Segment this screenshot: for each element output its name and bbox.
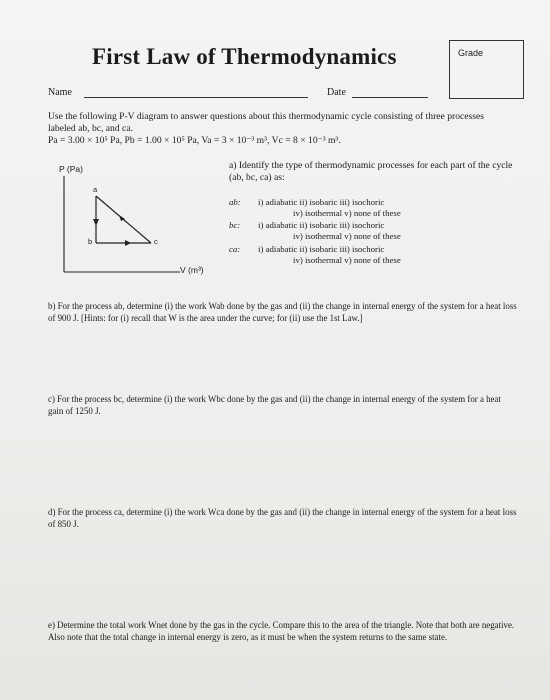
page-title: First Law of Thermodynamics [92, 44, 397, 69]
intro-text: Use the following P-V diagram to answer questions about this thermodynamic cycle consisting of three processes labeled ab, bc, and ca. [48, 111, 484, 134]
question-e-text: e) Determine the total work Wnet done by the gas in the cycle. Compare this to the area of the triangle. Note that both are negative. Also note that the total change in internal energy is zero, as it must be when the system returns to the same state. [48, 620, 515, 642]
point-c-label: c [154, 237, 158, 246]
given-values: Pa = 3.00 × 10⁵ Pa, Pb = 1.00 × 10⁵ Pa, Va = 3 × 10⁻³ m³, Vc = 8 × 10⁻³ m³. [48, 135, 341, 146]
question-d-text: d) For the process ca, determine (i) the work Wca done by the gas and (ii) the change in internal energy of the system for a heat loss of 850 J. [48, 507, 517, 529]
question-b-text: b) For the process ab, determine (i) the work Wab done by the gas and (ii) the change in internal energy of the system for a heat loss of 900 J. [Hints: for (i) recall that W is the area under the curve; for (ii) use the 1st Law.] [48, 301, 517, 323]
point-b-label: b [88, 237, 93, 246]
bc-options-line2: iv) isothermal v) none of these [293, 231, 401, 241]
arrow-bc-icon [125, 240, 131, 246]
ca-options-line1: i) adiabatic ii) isobaric iii) isochoric [258, 244, 385, 254]
ca-label: ca: [229, 244, 241, 254]
p-axis-label: P (Pa) [59, 164, 83, 174]
ab-label: ab: [229, 197, 241, 207]
question-a-prompt: a) Identify the type of thermodynamic processes for each part of the cycle (ab, bc, ca) as: [229, 160, 513, 183]
point-a-label: a [93, 185, 98, 194]
ca-options-line2: iv) isothermal v) none of these [293, 255, 401, 265]
grade-label: Grade [458, 48, 484, 58]
bc-label: bc: [229, 220, 241, 230]
date-label: Date [327, 87, 346, 98]
arrow-ab-icon [93, 219, 99, 226]
ab-options-line2: iv) isothermal v) none of these [293, 208, 401, 218]
ab-options-line1: i) adiabatic ii) isobaric iii) isochoric [258, 197, 385, 207]
v-axis-label: V (m³) [180, 265, 204, 275]
bc-options-line1: i) adiabatic ii) isobaric iii) isochoric [258, 220, 385, 230]
name-label: Name [48, 87, 72, 98]
question-c-text: c) For the process bc, determine (i) the work Wbc done by the gas and (ii) the change in internal energy of the system for a heat gain of 1250 J. [48, 394, 501, 416]
